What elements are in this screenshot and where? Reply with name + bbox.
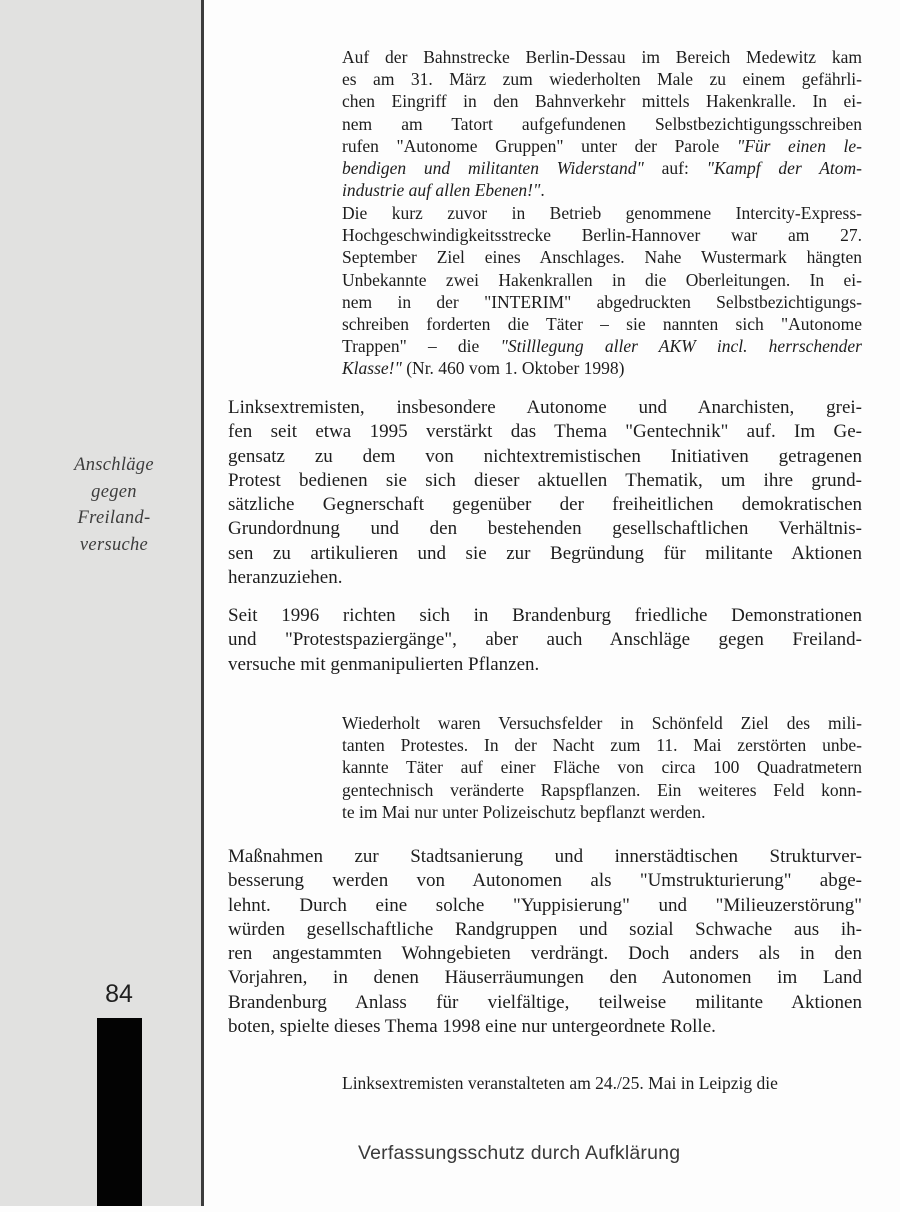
text-line xyxy=(342,246,862,268)
text-line xyxy=(342,135,862,157)
text-line xyxy=(342,179,862,201)
quoted-italic-text: industrie auf allen Ebenen!" xyxy=(342,180,541,201)
text-segment: Unbekannte zwei Hakenkrallen in die Oberleitungen. In ei- xyxy=(342,269,862,290)
text-segment: Brandenburg Anlass für vielfältige, teilweise militante Aktionen xyxy=(228,991,862,1013)
quoted-italic-text: bendigen und militanten Widerstand" xyxy=(342,158,644,179)
text-segment: Protest bedienen sie sich dieser aktuellen Thematik, um ihre grund- xyxy=(228,469,862,491)
text-line xyxy=(342,68,862,90)
text-segment: Linksextremisten, insbesondere Autonome und Anarchisten, grei- xyxy=(228,397,862,418)
text-segment: ren angestammten Wohngebieten verdrängt. Doch anders als in den xyxy=(228,943,862,965)
text-line xyxy=(228,469,862,493)
text-segment: Grundordnung und den bestehenden gesellschaftlichen Verhältnis- xyxy=(228,518,862,540)
text-segment: Maßnahmen zur Stadtsanierung und innerstädtischen Strukturver- xyxy=(228,846,862,867)
text-line xyxy=(228,1015,862,1039)
text-segment: te im Mai nur unter Polizeischutz bepflanzt werden. xyxy=(342,801,706,822)
text-segment: Trappen" – die xyxy=(342,336,501,357)
text-segment: sätzliche Gegnerschaft gegenüber der freiheitlichen demokratischen xyxy=(228,494,862,516)
text-segment: fen seit etwa 1995 verstärkt das Thema "Gentechnik" auf. Im Ge- xyxy=(228,421,862,443)
quoted-italic-text: "Kampf der Atom- xyxy=(706,158,862,179)
indented-quote-schoenfeld xyxy=(342,712,862,823)
text-segment: Linksextremisten veranstalteten am 24./25. Mai in Leipzig die xyxy=(342,1073,778,1093)
text-line xyxy=(342,46,862,68)
text-line xyxy=(342,335,862,357)
text-line xyxy=(228,445,862,469)
text-line xyxy=(342,734,862,756)
margin-note-line: gegen xyxy=(91,481,137,502)
text-segment: Wiederholt waren Versuchsfelder in Schönfeld Ziel des mili- xyxy=(342,713,862,733)
margin-note-line: versuche xyxy=(79,534,149,555)
text-segment: lehnt. Durch eine solche "Yuppisierung" und "Milieuzerstörung" xyxy=(228,894,862,916)
text-segment: Vorjahren, in denen Häuserräumungen den Autonomen im Land xyxy=(228,967,862,989)
quoted-italic-text: Klasse!" xyxy=(342,358,402,379)
text-line xyxy=(228,493,862,517)
text-line xyxy=(228,517,862,541)
quoted-italic-text: "Stilllegung aller AKW incl. herrschender xyxy=(500,336,862,357)
text-segment: kannte Täter auf einer Fläche von circa 100 Quadratmetern xyxy=(342,757,862,778)
text-line xyxy=(342,1072,862,1094)
text-line xyxy=(342,269,862,291)
text-segment: Hochgeschwindigkeitsstrecke Berlin-Hannover war am 27. xyxy=(342,225,862,246)
text-line xyxy=(342,712,862,734)
text-line xyxy=(342,313,862,335)
text-line xyxy=(228,918,862,942)
text-line xyxy=(228,869,862,893)
text-segment: Die kurz zuvor in Betrieb genommene Intercity-Express- xyxy=(342,203,862,223)
text-line xyxy=(228,942,862,966)
body-paragraph-stadtsanierung xyxy=(228,845,862,1039)
margin-divider-line xyxy=(201,0,204,1206)
text-segment: versuche mit genmanipulierten Pflanzen. xyxy=(228,653,540,675)
indented-quote-intercity xyxy=(342,202,862,380)
text-line xyxy=(342,801,862,823)
text-line xyxy=(342,224,862,246)
text-line xyxy=(228,604,862,628)
text-segment: besserung werden von Autonomen als "Umstrukturierung" abge- xyxy=(228,870,862,892)
text-segment: nem am Tatort aufgefundenen Selbstbezichtigungsschreiben xyxy=(342,113,862,134)
text-segment: heranzuziehen. xyxy=(228,567,343,589)
text-line xyxy=(228,420,862,444)
text-line xyxy=(228,542,862,566)
text-line xyxy=(228,894,862,918)
indented-quote-leipzig xyxy=(342,1072,862,1094)
text-line xyxy=(228,628,862,652)
text-segment: gentechnisch veränderte Rapspflanzen. Ein weiteres Feld konn- xyxy=(342,779,862,800)
text-segment: tanten Protestes. In der Nacht zum 11. Mai zerstörten unbe- xyxy=(342,735,862,756)
text-segment: nem in der "INTERIM" abgedruckten Selbstbezichtigungs- xyxy=(342,291,862,312)
text-line xyxy=(228,653,862,677)
body-paragraph-gentechnik xyxy=(228,396,862,590)
text-segment: rufen "Autonome Gruppen" unter der Parole xyxy=(342,135,737,156)
text-line xyxy=(228,845,862,869)
text-segment: sen zu artikulieren und sie zur Begründung für militante Aktionen xyxy=(228,542,862,564)
text-segment: . xyxy=(540,180,545,201)
text-line xyxy=(342,202,862,224)
text-line xyxy=(228,966,862,990)
margin-note-line: Anschläge xyxy=(74,455,154,475)
page-footer: Verfassungsschutz durch Aufklärung xyxy=(358,1142,681,1164)
body-paragraph-brandenburg xyxy=(228,604,862,677)
text-segment: würden gesellschaftliche Randgruppen und sozial Schwache aus ih- xyxy=(228,918,862,940)
text-line xyxy=(342,90,862,112)
margin-note xyxy=(39,452,189,558)
text-line xyxy=(342,291,862,313)
text-segment: und "Protestspaziergänge", aber auch Anschläge gegen Freiland- xyxy=(228,629,862,651)
text-segment: boten, spielte dieses Thema 1998 eine nur untergeordnete Rolle. xyxy=(228,1016,716,1038)
text-segment: chen Eingriff in den Bahnverkehr mittels Hakenkralle. In ei- xyxy=(342,91,862,112)
text-segment: Auf der Bahnstrecke Berlin-Dessau im Bereich Medewitz kam xyxy=(342,47,862,67)
text-line xyxy=(342,357,862,379)
quoted-italic-text: "Für einen le- xyxy=(736,135,862,156)
text-segment: September Ziel eines Anschlages. Nahe Wustermark hängten xyxy=(342,247,862,268)
black-bar-decoration xyxy=(97,1018,142,1206)
margin-note-line: Freiland- xyxy=(77,508,151,528)
text-line xyxy=(228,396,862,420)
text-segment: Seit 1996 richten sich in Brandenburg friedliche Demonstrationen xyxy=(228,605,862,626)
text-line xyxy=(342,756,862,778)
text-line xyxy=(228,991,862,1015)
text-line xyxy=(228,566,862,590)
indented-quote-bahnstrecke xyxy=(342,46,862,201)
text-segment: schreiben forderten die Täter – sie nannten sich "Autonome xyxy=(342,314,862,335)
text-segment: auf: xyxy=(643,158,707,179)
text-segment: (Nr. 460 vom 1. Oktober 1998) xyxy=(401,358,625,379)
text-line xyxy=(342,113,862,135)
text-segment: es am 31. März zum wiederholten Male zu einem gefährli- xyxy=(342,69,862,90)
text-line xyxy=(342,157,862,179)
text-segment: gensatz zu dem von nichtextremistischen Initiativen getragenen xyxy=(228,445,862,467)
page-number: 84 xyxy=(105,980,133,1008)
text-line xyxy=(342,779,862,801)
